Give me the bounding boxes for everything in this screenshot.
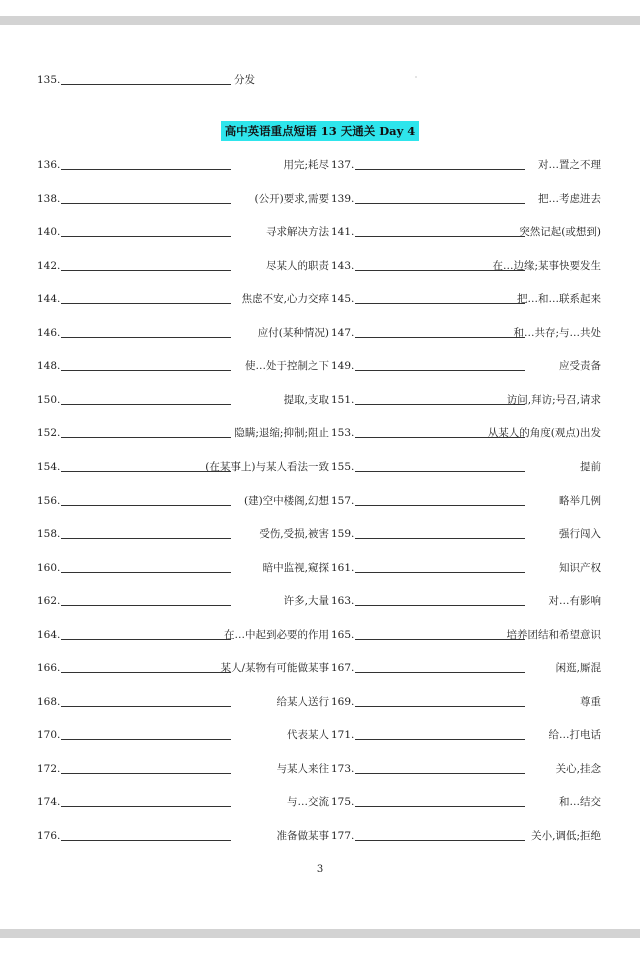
item-definition: (公开)要求,需要: [254, 193, 329, 205]
item-number: 150.: [37, 394, 61, 406]
answer-blank: [61, 806, 231, 807]
item-definition: 准备做某事: [276, 830, 329, 842]
item-number: 173.: [331, 763, 355, 775]
item-number: 135.: [37, 74, 61, 86]
item-number: 148.: [37, 360, 61, 372]
answer-blank: [61, 236, 231, 237]
answer-blank: [355, 337, 525, 338]
item-number: 163.: [331, 595, 355, 607]
item-definition: 尊重: [580, 696, 601, 708]
item-number: 175.: [331, 796, 355, 808]
item-definition: 和…结交: [559, 796, 601, 808]
item-number: 164.: [37, 629, 61, 641]
item-definition: 访问,拜访;号召,请求: [506, 394, 601, 406]
item-definition: 焦虑不安,心力交瘁: [241, 293, 329, 305]
item-number: 141.: [331, 226, 355, 238]
item-definition: 关小,调低;拒绝: [531, 830, 601, 842]
answer-blank: [61, 840, 231, 841]
item-number: 140.: [37, 226, 61, 238]
answer-blank: [61, 169, 231, 170]
item-definition: 提取,支取: [283, 394, 329, 406]
answer-blank: [61, 572, 231, 573]
scan-speck: [415, 76, 417, 78]
answer-blank: [355, 236, 525, 237]
item-number: 138.: [37, 193, 61, 205]
item-definition: 把…考虑进去: [538, 193, 601, 205]
item-number: 160.: [37, 562, 61, 574]
item-number: 176.: [37, 830, 61, 842]
answer-blank: [61, 203, 231, 204]
top-border: [0, 16, 640, 25]
answer-blank: [355, 639, 525, 640]
item-definition: 在…边缘;某事快要发生: [492, 260, 601, 272]
item-definition: 许多,大量: [283, 595, 329, 607]
answer-blank: [61, 370, 231, 371]
item-number: 171.: [331, 729, 355, 741]
item-definition: 使…处于控制之下: [245, 360, 329, 372]
item-definition: 应付(某种情况): [257, 327, 329, 339]
answer-blank: [61, 672, 231, 673]
answer-blank: [61, 84, 231, 85]
answer-blank: [355, 773, 525, 774]
item-number: 174.: [37, 796, 61, 808]
item-definition: 用完;耗尽: [283, 159, 329, 171]
item-definition: 某人/某物有可能做某事: [220, 662, 329, 674]
answer-blank: [355, 370, 525, 371]
item-definition: 关心,挂念: [555, 763, 601, 775]
item-definition: 尽某人的职责: [266, 260, 329, 272]
item-number: 169.: [331, 696, 355, 708]
answer-blank: [61, 303, 231, 304]
page-title: 高中英语重点短语 13 天通关 Day 4: [221, 121, 420, 141]
item-number: 149.: [331, 360, 355, 372]
answer-blank: [61, 270, 231, 271]
item-number: 142.: [37, 260, 61, 272]
item-definition: 和…共存;与…共处: [513, 327, 601, 339]
item-number: 172.: [37, 763, 61, 775]
item-number: 152.: [37, 427, 61, 439]
answer-blank: [355, 672, 525, 673]
item-definition: 对…有影响: [548, 595, 601, 607]
answer-blank: [61, 773, 231, 774]
item-number: 147.: [331, 327, 355, 339]
item-definition: 给某人送行: [276, 696, 329, 708]
answer-blank: [61, 739, 231, 740]
answer-blank: [355, 505, 525, 506]
page-number: 3: [316, 864, 324, 875]
item-definition: 代表某人: [287, 729, 329, 741]
item-definition: 知识产权: [559, 562, 601, 574]
item-number: 166.: [37, 662, 61, 674]
answer-blank: [355, 169, 525, 170]
item-number: 162.: [37, 595, 61, 607]
bottom-border: [0, 929, 640, 938]
item-number: 154.: [37, 461, 61, 473]
item-number: 155.: [331, 461, 355, 473]
item-number: 168.: [37, 696, 61, 708]
item-number: 159.: [331, 528, 355, 540]
answer-blank: [61, 538, 231, 539]
item-number: 136.: [37, 159, 61, 171]
item-definition: (在某事上)与某人看法一致: [205, 461, 329, 473]
answer-blank: [355, 203, 525, 204]
item-definition: (建)空中楼阁,幻想: [243, 495, 329, 507]
item-definition: 暗中监视,窥探: [262, 562, 329, 574]
item-number: 143.: [331, 260, 355, 272]
answer-blank: [61, 639, 231, 640]
item-number: 157.: [331, 495, 355, 507]
answer-blank: [355, 572, 525, 573]
item-number: 170.: [37, 729, 61, 741]
item-number: 139.: [331, 193, 355, 205]
answer-blank: [355, 605, 525, 606]
item-definition: 与某人来往: [276, 763, 329, 775]
item-definition: 突然记起(或想到): [519, 226, 601, 238]
item-definition: 对…置之不理: [538, 159, 601, 171]
item-definition: 略举几例: [559, 495, 601, 507]
item-definition: 分发: [234, 74, 255, 86]
item-definition: 寻求解决方法: [266, 226, 329, 238]
item-definition: 与…交流: [287, 796, 329, 808]
item-number: 153.: [331, 427, 355, 439]
item-number: 177.: [331, 830, 355, 842]
answer-blank: [355, 706, 525, 707]
item-definition: 应受责备: [559, 360, 601, 372]
answer-blank: [61, 706, 231, 707]
answer-blank: [61, 605, 231, 606]
item-definition: 培养团结和希望意识: [506, 629, 601, 641]
item-number: 144.: [37, 293, 61, 305]
title-wrap: [0, 120, 640, 141]
item-number: 158.: [37, 528, 61, 540]
answer-blank: [61, 505, 231, 506]
answer-blank: [355, 806, 525, 807]
answer-blank: [61, 404, 231, 405]
item-definition: 给…打电话: [548, 729, 601, 741]
item-number: 146.: [37, 327, 61, 339]
answer-blank: [355, 303, 525, 304]
item-number: 165.: [331, 629, 355, 641]
item-definition: 在…中起到必要的作用: [224, 629, 329, 641]
item-number: 145.: [331, 293, 355, 305]
item-definition: 隐瞒;退缩;抑制;阻止: [234, 427, 329, 439]
item-definition: 强行闯入: [559, 528, 601, 540]
answer-blank: [61, 437, 231, 438]
answer-blank: [355, 404, 525, 405]
answer-blank: [355, 471, 525, 472]
item-number: 161.: [331, 562, 355, 574]
answer-blank: [355, 840, 525, 841]
item-number: 137.: [331, 159, 355, 171]
item-definition: 从某人的角度(观点)出发: [487, 427, 601, 439]
item-definition: 闲逛,厮混: [555, 662, 601, 674]
answer-blank: [61, 337, 231, 338]
item-definition: 把…和…联系起来: [517, 293, 601, 305]
item-number: 167.: [331, 662, 355, 674]
item-definition: 提前: [580, 461, 601, 473]
answer-blank: [355, 739, 525, 740]
item-definition: 受伤,受损,被害: [259, 528, 329, 540]
item-number: 156.: [37, 495, 61, 507]
answer-blank: [355, 538, 525, 539]
item-number: 151.: [331, 394, 355, 406]
